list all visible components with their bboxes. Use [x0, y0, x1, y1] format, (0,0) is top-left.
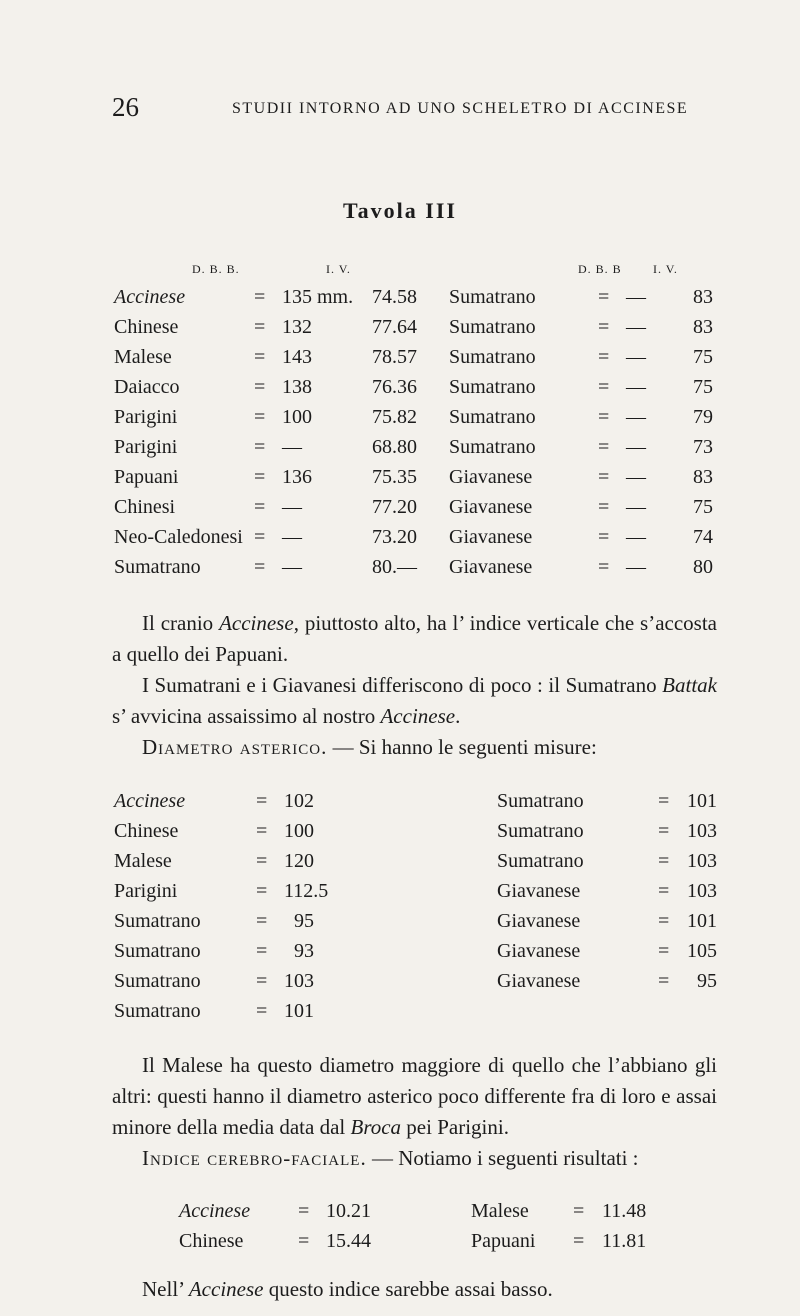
table-row: [0, 970, 800, 1000]
right-eq: =: [658, 910, 670, 932]
right-val: 103: [687, 880, 717, 902]
left-eq: =: [256, 820, 268, 842]
para-italic: Accinese: [219, 611, 294, 635]
left-val: 95: [294, 910, 314, 932]
left-val: 101: [284, 1000, 314, 1022]
val-1: 15.44: [326, 1230, 371, 1252]
table-row: [0, 940, 800, 970]
paragraph-indice-cerebro: [112, 1143, 717, 1174]
row-iv-2: 83: [693, 466, 713, 488]
para-text: — Si hanno le seguenti misure:: [327, 735, 597, 759]
left-name: Sumatrano: [114, 970, 201, 992]
paragraph-cranio: [112, 608, 717, 670]
right-name: Giavanese: [497, 880, 581, 902]
row-dbb-2: —: [626, 316, 646, 338]
row-eq-2: =: [598, 496, 610, 518]
left-eq: =: [256, 1000, 268, 1022]
row-name: Daiacco: [114, 376, 180, 398]
row-dbb: —: [282, 556, 302, 578]
eq-1: =: [298, 1230, 310, 1252]
table-row: [0, 790, 800, 820]
row-iv-2: 75: [693, 376, 713, 398]
row-iv-2: 75: [693, 496, 713, 518]
table-row: [0, 556, 800, 586]
table-title: Tavola III: [343, 198, 457, 223]
para-text: , piuttosto alto, ha l’ indice verticale che s’accosta a quello dei Papuani.: [112, 611, 718, 666]
row-name: Accinese: [114, 286, 186, 308]
left-name: Parigini: [114, 880, 178, 902]
row-name-2: Sumatrano: [449, 406, 536, 428]
row-eq: =: [254, 316, 266, 338]
paragraph-sumatrani: [112, 670, 717, 732]
row-eq-2: =: [598, 436, 610, 458]
name-1: Accinese: [179, 1200, 251, 1222]
row-dbb: —: [282, 436, 302, 458]
row-dbb: 135 mm.: [282, 286, 354, 308]
row-name: Malese: [114, 346, 172, 368]
para-text: pei Parigini.: [401, 1115, 509, 1139]
col-header-dbb: D. B. B.: [192, 262, 240, 276]
eq-2: =: [573, 1230, 585, 1252]
row-eq-2: =: [598, 376, 610, 398]
row-name: Parigini: [114, 406, 178, 428]
table-row: [0, 1200, 800, 1230]
row-name-2: Giavanese: [449, 526, 533, 548]
row-dbb-2: —: [626, 526, 646, 548]
row-iv: 77.64: [372, 316, 417, 338]
right-name: Giavanese: [497, 970, 581, 992]
left-eq: =: [256, 850, 268, 872]
right-eq: =: [658, 970, 670, 992]
table-row: [0, 316, 800, 346]
right-name: Sumatrano: [497, 790, 584, 812]
row-eq-2: =: [598, 286, 610, 308]
row-iv-2: 83: [693, 316, 713, 338]
para-italic: Battak: [662, 673, 717, 697]
left-val: 103: [284, 970, 314, 992]
page-header: [0, 92, 800, 122]
row-iv-2: 73: [693, 436, 713, 458]
row-name: Papuani: [114, 466, 179, 488]
right-val: 103: [687, 820, 717, 842]
row-dbb: 143: [282, 346, 312, 368]
section-heading: Diametro asterico.: [142, 735, 328, 759]
left-eq: =: [256, 940, 268, 962]
left-eq: =: [256, 970, 268, 992]
row-name-2: Sumatrano: [449, 316, 536, 338]
table-row: [0, 850, 800, 880]
row-eq: =: [254, 466, 266, 488]
table-row: [0, 346, 800, 376]
left-name: Sumatrano: [114, 940, 201, 962]
row-iv: 75.35: [372, 466, 417, 488]
left-eq: =: [256, 910, 268, 932]
para-text: Il cranio: [142, 611, 220, 635]
row-dbb: 138: [282, 376, 312, 398]
left-eq: =: [256, 790, 268, 812]
left-val: 112.5: [284, 880, 329, 902]
row-name-2: Sumatrano: [449, 436, 536, 458]
col-header-iv: I. V.: [326, 262, 351, 276]
row-eq-2: =: [598, 466, 610, 488]
table-row: [0, 376, 800, 406]
row-iv-2: 80: [693, 556, 713, 578]
table-row: [0, 406, 800, 436]
left-name: Accinese: [114, 790, 186, 812]
paragraph-diametro-asterico: [112, 732, 717, 763]
row-iv: 68.80: [372, 436, 417, 458]
page-number: 26: [112, 92, 139, 122]
table-row: [0, 436, 800, 466]
row-iv: 78.57: [372, 346, 417, 368]
row-eq: =: [254, 376, 266, 398]
row-eq-2: =: [598, 406, 610, 428]
left-name: Malese: [114, 850, 172, 872]
right-val: 101: [687, 910, 717, 932]
row-dbb-2: —: [626, 466, 646, 488]
row-eq: =: [254, 286, 266, 308]
left-val: 120: [284, 850, 314, 872]
row-dbb-2: —: [626, 286, 646, 308]
row-dbb-2: —: [626, 346, 646, 368]
row-eq-2: =: [598, 556, 610, 578]
running-title: STUDII INTORNO AD UNO SCHELETRO DI ACCINESE: [232, 100, 689, 117]
right-name: Giavanese: [497, 940, 581, 962]
row-dbb-2: —: [626, 496, 646, 518]
row-iv-2: 74: [693, 526, 713, 548]
row-name: Chinese: [114, 316, 179, 338]
table-row: [0, 1000, 800, 1030]
para-italic: Accinese: [380, 704, 456, 728]
left-eq: =: [256, 880, 268, 902]
row-iv-2: 79: [693, 406, 713, 428]
row-iv: 76.36: [372, 376, 417, 398]
left-name: Sumatrano: [114, 1000, 201, 1022]
row-name-2: Giavanese: [449, 466, 533, 488]
row-iv: 75.82: [372, 406, 417, 428]
right-eq: =: [658, 880, 670, 902]
val-2: 11.81: [602, 1230, 647, 1252]
para-italic: Accinese: [188, 1277, 264, 1301]
val-2: 11.48: [602, 1200, 647, 1222]
right-val: 101: [687, 790, 717, 812]
right-eq: =: [658, 850, 670, 872]
left-val: 100: [284, 820, 314, 842]
row-eq: =: [254, 526, 266, 548]
name-1: Chinese: [179, 1230, 244, 1252]
row-dbb: 100: [282, 406, 312, 428]
right-name: Giavanese: [497, 910, 581, 932]
row-eq: =: [254, 406, 266, 428]
table-row: [0, 466, 800, 496]
table-row: [0, 910, 800, 940]
col-header-dbb-2: D. B. B: [578, 262, 622, 276]
row-name: Chinesi: [114, 496, 176, 518]
row-name-2: Sumatrano: [449, 346, 536, 368]
row-iv-2: 75: [693, 346, 713, 368]
row-dbb: 132: [282, 316, 312, 338]
row-dbb: 136: [282, 466, 312, 488]
name-2: Papuani: [471, 1230, 536, 1252]
row-eq: =: [254, 346, 266, 368]
left-name: Chinese: [114, 820, 179, 842]
para-text: s’ avvicina assaissimo al nostro: [112, 704, 381, 728]
right-eq: =: [658, 790, 670, 812]
table-row: [0, 1230, 800, 1260]
row-dbb-2: —: [626, 376, 646, 398]
row-dbb-2: —: [626, 556, 646, 578]
val-1: 10.21: [326, 1200, 371, 1222]
para-text: questo indice sarebbe assai basso.: [263, 1277, 553, 1301]
row-eq: =: [254, 436, 266, 458]
table-row: [0, 496, 800, 526]
eq-2: =: [573, 1200, 585, 1222]
right-name: Sumatrano: [497, 820, 584, 842]
para-text: I Sumatrani e i Giavanesi differiscono di poco : il Sumatrano: [142, 673, 663, 697]
table-row: [0, 286, 800, 316]
right-val: 95: [697, 970, 717, 992]
right-eq: =: [658, 820, 670, 842]
row-dbb: —: [282, 526, 302, 548]
row-name: Neo-Caledonesi: [114, 526, 243, 548]
row-iv: 80.—: [372, 556, 417, 578]
paragraph-final: [142, 1274, 717, 1305]
col-header-iv-2: I. V.: [653, 262, 678, 276]
para-text: — Notiamo i seguenti risultati :: [366, 1146, 639, 1170]
row-iv: 73.20: [372, 526, 417, 548]
row-name: Sumatrano: [114, 556, 201, 578]
left-val: 93: [294, 940, 314, 962]
row-eq: =: [254, 496, 266, 518]
row-dbb: —: [282, 496, 302, 518]
row-iv-2: 83: [693, 286, 713, 308]
row-eq: =: [254, 556, 266, 578]
right-val: 105: [687, 940, 717, 962]
row-iv: 77.20: [372, 496, 417, 518]
eq-1: =: [298, 1200, 310, 1222]
row-name-2: Sumatrano: [449, 376, 536, 398]
row-eq-2: =: [598, 316, 610, 338]
left-val: 102: [284, 790, 314, 812]
row-eq-2: =: [598, 346, 610, 368]
table-row: [0, 526, 800, 556]
right-val: 103: [687, 850, 717, 872]
row-eq-2: =: [598, 526, 610, 548]
para-text: Nell’: [142, 1277, 189, 1301]
para-italic: Broca: [350, 1115, 402, 1139]
right-eq: =: [658, 940, 670, 962]
table-row: [0, 820, 800, 850]
row-dbb-2: —: [626, 406, 646, 428]
name-2: Malese: [471, 1200, 529, 1222]
row-name-2: Sumatrano: [449, 286, 536, 308]
paragraph-malese: [112, 1050, 717, 1143]
para-text: .: [455, 704, 461, 728]
row-name-2: Giavanese: [449, 556, 533, 578]
row-name: Parigini: [114, 436, 178, 458]
table-row: [0, 880, 800, 910]
row-iv: 74.58: [372, 286, 417, 308]
row-dbb-2: —: [626, 436, 646, 458]
row-name-2: Giavanese: [449, 496, 533, 518]
right-name: Sumatrano: [497, 850, 584, 872]
left-name: Sumatrano: [114, 910, 201, 932]
section-heading: Indice cerebro-faciale.: [142, 1146, 367, 1170]
para-text: Il Malese ha questo diametro maggiore di quello che l’abbiano gli altri: questi hanno il diametro asterico poco differente fra di loro e assai minore della media data dal: [112, 1053, 717, 1139]
